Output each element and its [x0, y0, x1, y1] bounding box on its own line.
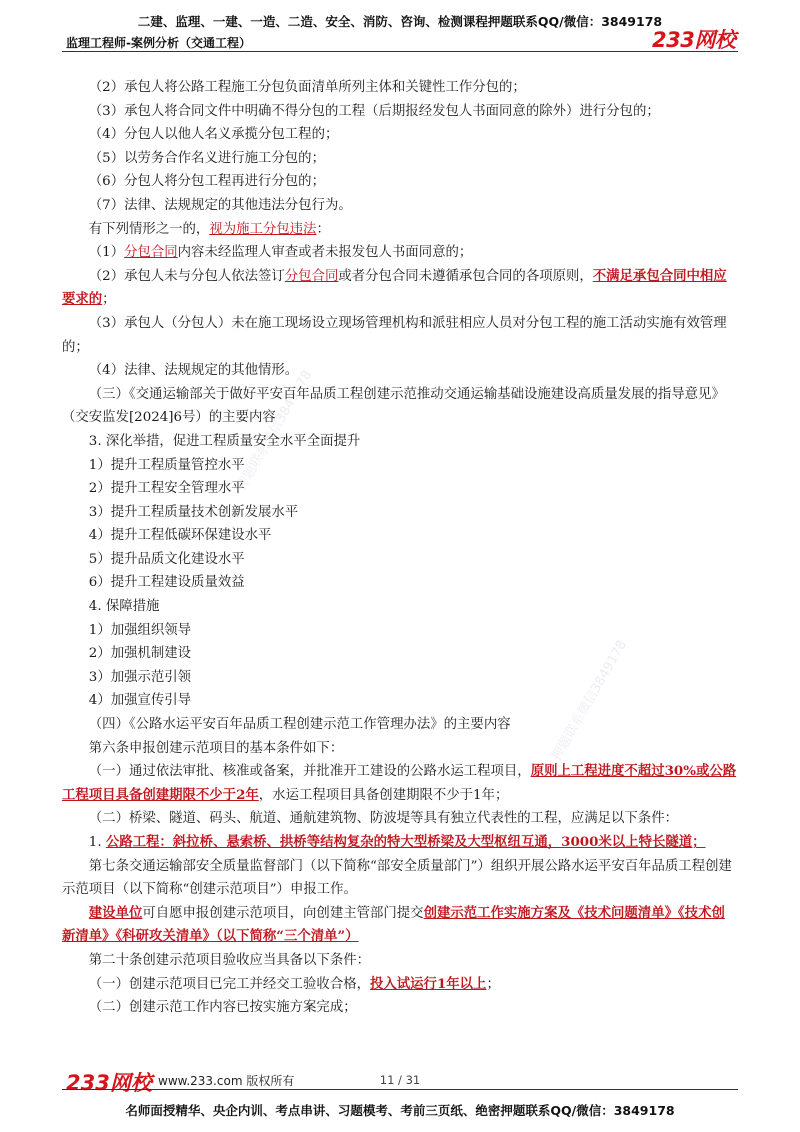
highlight: 分包合同 [284, 268, 339, 284]
footer-promo: 名师面授精华、央企内训、考点串讲、习题模考、考前三页纸、绝密押题联系QQ/微信：3849178 [125, 1103, 675, 1118]
text: 可自愿申报创建示范项目，向创建主管部门提交 [142, 905, 424, 921]
paragraph: （4）法律、法规规定的其他情形。 [88, 363, 299, 379]
list-item: 1）提升工程质量管控水平 [88, 457, 245, 473]
footer-logo[interactable]: 233网校 [66, 1071, 152, 1095]
text: （一）创建示范项目已完工并经交工验收合格， [88, 976, 370, 992]
list-item: 2）加强机制建设 [88, 646, 192, 662]
list-item: 6）提升工程建设质量效益 [88, 575, 245, 591]
highlight: 分包合同 [124, 245, 178, 261]
paragraph [62, 973, 738, 997]
list-item: 1）加强组织领导 [88, 622, 192, 638]
text: （2）承包人未与分包人依法签订 [88, 268, 285, 284]
text: ； [486, 976, 500, 992]
paragraph: （三）《交通运输部关于做好平安百年品质工程创建示范推动交通运输基础设施建设高质量发展的指导意见》（交安监发[2024]6号）的主要内容 [62, 386, 725, 426]
text: ： [316, 221, 330, 237]
paragraph: （6）分包人将分包工程再进行分包的； [88, 174, 325, 190]
page-number: 11 / 31 [379, 1073, 421, 1087]
text: 有下列情形之一的， [88, 221, 210, 237]
paragraph [62, 831, 738, 855]
highlight: 建设单位 [88, 904, 143, 921]
text: ，水运工程项目具备创建期限不少于1年； [258, 787, 509, 803]
watermark: 押题联系微信3849178 [234, 367, 316, 494]
paragraph: （3）承包人（分包人）未在施工现场设立现场管理机构和派驻相应人员对分包工程的施工活动实施有效管理的； [62, 315, 727, 355]
brand-logo[interactable]: 233网校 [652, 28, 736, 52]
text: ； [102, 292, 116, 308]
paragraph: （二）桥梁、隧道、码头、航道、通航建筑物、防波堤等具有独立代表性的工程，应满足以下条件： [88, 811, 678, 827]
paragraph: （5）以劳务合作名义进行施工分包的； [88, 150, 325, 166]
text: （一）通过依法审批、核准或备案，并批准开工建设的公路水运工程项目， [88, 764, 531, 780]
highlight: 不满足承包合同中相应要求的 [62, 267, 727, 308]
list-item: 4）加强宣传引导 [88, 693, 192, 709]
paragraph: 第七条交通运输部安全质量监督部门（以下简称“部安全质量部门”）组织开展公路水运平安百年品质工程创建示范项目（以下简称“创建示范项目”）申报工作。 [62, 858, 732, 898]
paragraph: 4. 保障措施 [88, 599, 160, 615]
paragraph: 第六条申报创建示范项目的基本条件如下： [88, 740, 344, 756]
list-item: 4）提升工程低碳环保建设水平 [88, 528, 272, 544]
paragraph [62, 760, 738, 807]
copyright: www.233.com 版权所有 [158, 1074, 295, 1088]
paragraph: 3. 深化举措，促进工程质量安全水平全面提升 [88, 433, 361, 449]
list-item: 5）提升品质文化建设水平 [88, 551, 245, 567]
highlight: 原则上工程进度不超过30%或公路工程项目具备创建期限不少于2年 [62, 763, 737, 803]
list-item: 3）提升工程质量技术创新发展水平 [88, 504, 299, 520]
list-item: 3）加强示范引领 [88, 669, 192, 685]
paragraph [62, 265, 738, 312]
paragraph: （7）法律、法规规定的其他违法分包行为。 [88, 197, 352, 213]
highlight: 投入试运行1年以上 [370, 975, 487, 992]
paragraph: 第二十条创建示范项目验收应当具备以下条件： [88, 952, 370, 968]
paragraph: （3）承包人将合同文件中明确不得分包的工程（后期报经发包人书面同意的除外）进行分包的； [88, 103, 660, 119]
text: 内容未经监理人审查或者未报发包人书面同意的； [177, 245, 473, 261]
header-promo: 二建、监理、一建、一造、二造、安全、消防、咨询、检测课程押题联系QQ/微信：3849178 [137, 14, 663, 29]
text: 或者分包合同未遵循承包合同的各项原则， [338, 268, 593, 284]
paragraph: （2）承包人将公路工程施工分包负面清单所列主体和关键性工作分包的； [88, 80, 526, 95]
paragraph: （4）分包人以他人名义承揽分包工程的； [88, 127, 339, 143]
highlight: 创建示范工作实施方案及《技术问题清单》《技术创新清单》《科研攻关清单》（以下简称“三个清单”） [62, 904, 725, 945]
paragraph [62, 902, 738, 949]
header-divider [62, 51, 738, 52]
watermark: 押题联系微信3849178 [549, 637, 631, 764]
text: 1. [88, 835, 106, 850]
footer-divider [62, 1089, 738, 1090]
document-body [62, 76, 738, 1020]
paragraph [62, 218, 738, 242]
highlight: 视为施工分包违法 [209, 221, 317, 237]
highlight: 公路工程：斜拉桥、悬索桥、拱桥等结构复杂的特大型桥梁及大型枢纽互通，3000米以上特长隧道； [105, 834, 706, 850]
paragraph: （二）创建示范工作内容已按实施方案完成； [88, 1000, 357, 1016]
list-item: 2）提升工程安全管理水平 [88, 481, 245, 497]
text: （1） [88, 245, 125, 261]
paragraph: （四）《公路水运平安百年品质工程创建示范工作管理办法》的主要内容 [88, 717, 511, 733]
document-subtitle: 监理工程师-案例分析（交通工程） [66, 36, 251, 50]
paragraph [62, 241, 738, 265]
